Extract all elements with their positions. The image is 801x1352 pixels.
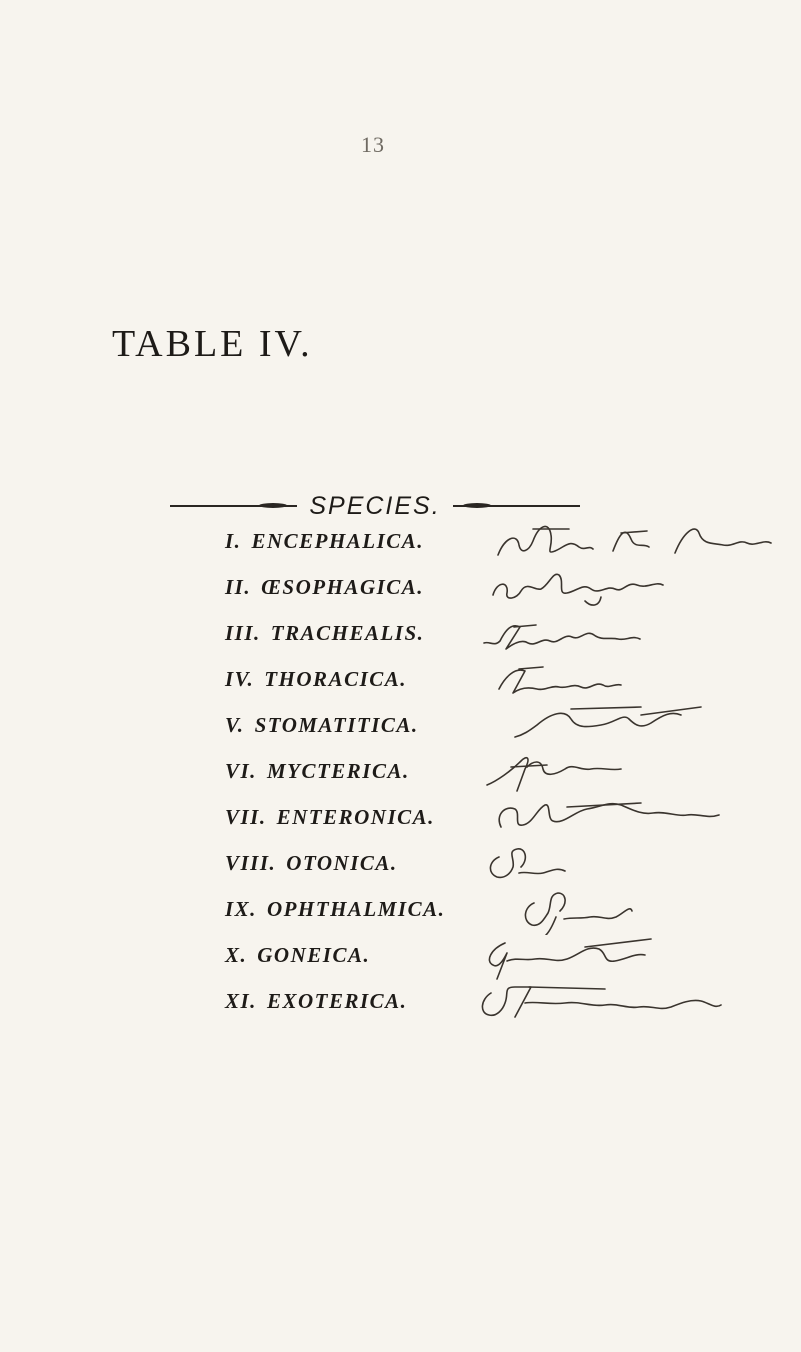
- species-row: [225, 613, 801, 659]
- species-row: [225, 889, 801, 935]
- species-row: [225, 705, 801, 751]
- handwritten-annotation: [495, 659, 695, 705]
- species-numeral: VIII.: [225, 851, 277, 875]
- species-name: [225, 667, 407, 692]
- species-title: ŒSOPHAGICA.: [261, 575, 425, 599]
- species-row: [225, 935, 801, 981]
- handwritten-annotation: [491, 797, 791, 843]
- species-name: [225, 943, 370, 968]
- species-title: EXOTERICA.: [266, 989, 408, 1013]
- species-row: [225, 797, 801, 843]
- species-name: [225, 759, 410, 784]
- species-name: [225, 851, 398, 876]
- species-title: GONEICA.: [257, 943, 371, 967]
- species-row: [225, 567, 801, 613]
- page-number: 13: [361, 132, 385, 157]
- species-numeral: II.: [225, 575, 252, 599]
- handwritten-annotation: [481, 751, 701, 797]
- species-row: [225, 521, 801, 567]
- handwritten-annotation: [487, 567, 767, 613]
- handwritten-annotation: [483, 843, 643, 889]
- species-row: [225, 981, 801, 1027]
- species-numeral: IV.: [225, 667, 255, 691]
- handwritten-annotation: [475, 935, 705, 981]
- species-title: ENTERONICA.: [276, 805, 435, 829]
- handwritten-annotation: [511, 705, 791, 751]
- species-row: [225, 843, 801, 889]
- handwritten-annotation: [493, 521, 793, 567]
- species-title: MYCTERICA.: [266, 759, 410, 783]
- species-numeral: VI.: [225, 759, 257, 783]
- species-name: [225, 897, 445, 922]
- species-numeral: IX.: [225, 897, 257, 921]
- species-numeral: X.: [225, 943, 248, 967]
- species-title: STOMATITICA.: [254, 713, 419, 737]
- species-numeral: III.: [225, 621, 261, 645]
- species-title: THORACICA.: [264, 667, 408, 691]
- species-name: [225, 575, 424, 600]
- species-numeral: VII.: [225, 805, 267, 829]
- species-numeral: V.: [225, 713, 245, 737]
- species-row: [225, 659, 801, 705]
- species-title: ENCEPHALICA.: [251, 529, 425, 553]
- handwritten-annotation: [480, 613, 700, 659]
- species-label: SPECIES.: [309, 491, 441, 520]
- species-row: [225, 751, 801, 797]
- species-name: [225, 805, 435, 830]
- species-title: OPHTHALMICA.: [266, 897, 446, 921]
- handwritten-annotation: [520, 889, 690, 935]
- species-numeral: I.: [225, 529, 242, 553]
- species-title: TRACHEALIS.: [270, 621, 425, 645]
- handwritten-annotation: [475, 981, 775, 1027]
- species-name: [225, 621, 424, 646]
- species-name: [225, 989, 407, 1014]
- species-name: [225, 529, 424, 554]
- species-title: OTONICA.: [286, 851, 398, 875]
- species-numeral: XI.: [225, 989, 257, 1013]
- table-title: TABLE IV.: [112, 323, 313, 365]
- species-name: [225, 713, 419, 738]
